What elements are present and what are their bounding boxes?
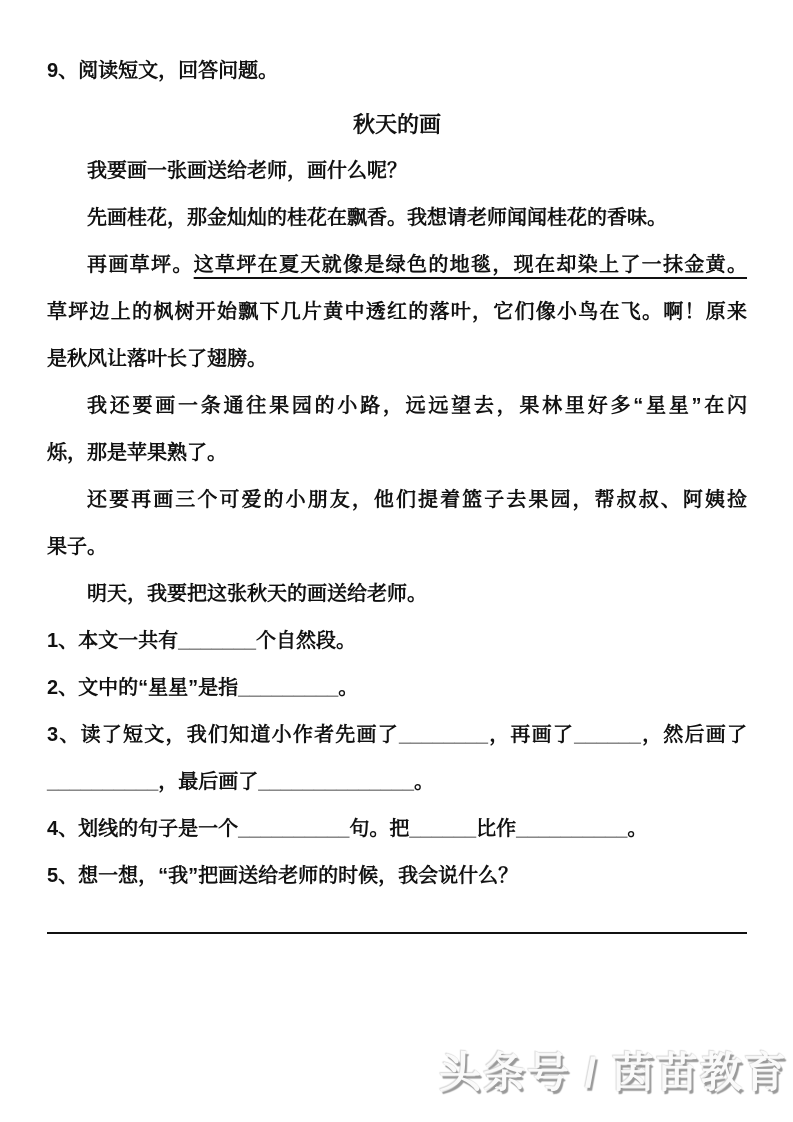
underlined-sentence: 这草坪在夏天就像是绿色的地毯，现在却染上了一抹金黄。	[193, 254, 748, 276]
exercise-heading: 9、阅读短文，回答问题。	[47, 60, 279, 82]
passage-paragraph-5-line-2: 果子。	[47, 536, 107, 558]
passage-paragraph-6: 明天，我要把这张秋天的画送给老师。	[87, 583, 427, 605]
passage-paragraph-3-line-3: 是秋风让落叶长了翅膀。	[47, 348, 267, 370]
sentence-before-underline: 再画草坪。	[87, 254, 194, 276]
section-divider	[47, 932, 747, 934]
worksheet-content	[47, 48, 747, 900]
passage-paragraph-2: 先画桂花，那金灿灿的桂花在飘香。我想请老师闻闻桂花的香味。	[87, 207, 667, 229]
question-2: 2、文中的“星星”是指_________。	[47, 677, 359, 699]
passage-paragraph-3-line-2: 草坪边上的枫树开始飘下几片黄中透红的落叶，它们像小鸟在飞。啊！原来	[47, 301, 747, 323]
passage-paragraph-5-line-1: 还要再画三个可爱的小朋友，他们提着篮子去果园，帮叔叔、阿姨捡	[87, 489, 747, 511]
question-4: 4、划线的句子是一个__________句。把______比作__________。	[47, 818, 648, 840]
question-3-line-2: __________，最后画了______________。	[47, 771, 434, 793]
passage-paragraph-4-line-2: 烁，那是苹果熟了。	[47, 442, 227, 464]
passage-title: 秋天的画	[352, 112, 441, 137]
passage-paragraph-3-line-1	[47, 242, 747, 289]
question-1: 1、本文一共有_______个自然段。	[47, 630, 356, 652]
question-5: 5、想一想，“我”把画送给老师的时候，我会说什么？	[47, 865, 519, 887]
question-3-line-1: 3、读了短文，我们知道小作者先画了________，再画了______，然后画了	[47, 724, 747, 746]
passage-paragraph-4-line-1: 我还要画一条通往果园的小路，远远望去，果林里好多“星星”在闪	[87, 395, 747, 417]
watermark-logo: 头条号 / 茵苗教育	[438, 1049, 788, 1096]
passage-paragraph-1: 我要画一张画送给老师，画什么呢？	[87, 160, 407, 182]
